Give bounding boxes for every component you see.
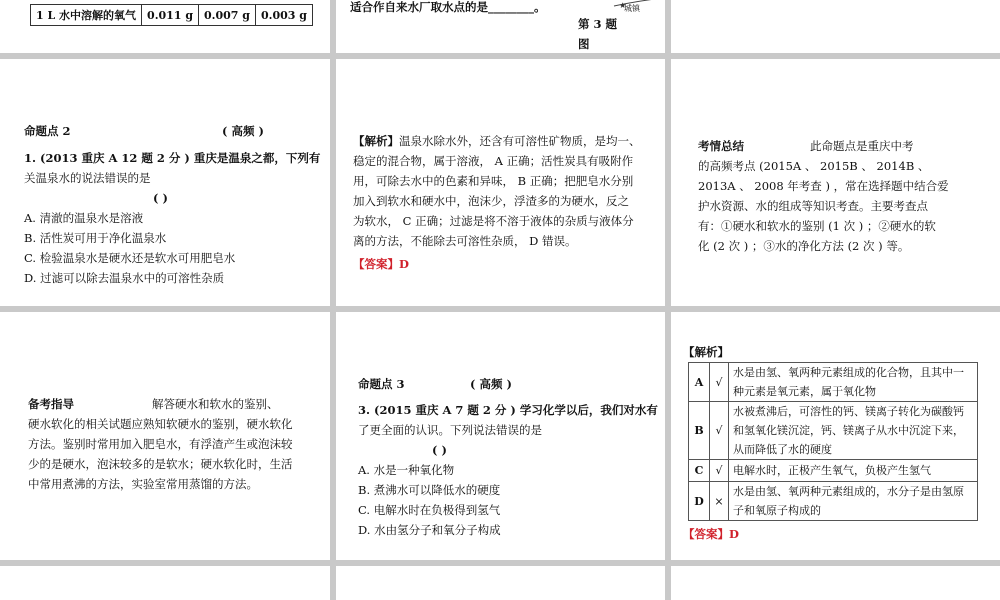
option-letter: C bbox=[689, 460, 710, 482]
table-row bbox=[689, 460, 978, 482]
slide-point-2 bbox=[0, 59, 330, 306]
option-letter: D bbox=[689, 482, 710, 521]
answer-line bbox=[683, 524, 739, 544]
analysis-line-5: 为软水， C 正确；过滤是将不溶于液体的杂质与液体分 bbox=[353, 214, 634, 228]
slide-top-middle bbox=[336, 0, 665, 53]
table-row bbox=[689, 482, 978, 521]
explanation-cell: 电解水时，正极产生氧气，负极产生氢气 bbox=[729, 460, 978, 482]
analysis-table bbox=[688, 362, 978, 521]
explanation-cell: 水是由氢、氧两种元素组成的化合物，且其中一种元素是氧元素，属于氧化物 bbox=[729, 363, 978, 402]
point-title: 命题点 3 bbox=[358, 377, 405, 391]
cross-mark-icon: × bbox=[710, 482, 729, 521]
svg-text:★: ★ bbox=[619, 1, 627, 10]
slide-summary bbox=[671, 59, 1000, 306]
answer-label: 【答案】 bbox=[353, 257, 399, 271]
frequency-tag: ( 高频 ) bbox=[222, 124, 264, 138]
analysis-line-1: 【解析】温泉水除水外，还含有可溶性矿物质，是均一、 bbox=[353, 134, 641, 148]
check-mark-icon: √ bbox=[710, 460, 729, 482]
analysis-line-2: 稳定的混合物，属于溶液， A 正确；活性炭具有吸附作 bbox=[353, 154, 634, 168]
explanation-cell: 水被煮沸后，可溶性的钙、镁离子转化为碳酸钙和氢氧化镁沉淀，钙、镁离子从水中沉淀下来，从而降低了水的硬度 bbox=[729, 402, 978, 460]
analysis-line-6: 离的方法，不能除去可溶性杂质， D 错误。 bbox=[353, 234, 577, 248]
slide-analysis-2 bbox=[671, 312, 1000, 560]
slide-bottom-middle bbox=[336, 566, 665, 600]
point-title: 命题点 2 bbox=[24, 124, 71, 138]
table-row bbox=[689, 402, 978, 460]
table-row bbox=[31, 5, 313, 26]
check-mark-icon: √ bbox=[710, 402, 729, 460]
option-d: D. 水由氢分子和氧分子构成 bbox=[358, 523, 501, 537]
answer-value: D bbox=[729, 527, 739, 541]
answer-label: 【答案】 bbox=[683, 527, 729, 541]
analysis-label: 【解析】 bbox=[683, 345, 729, 359]
option-a: A. 清澈的温泉水是溶液 bbox=[24, 211, 144, 225]
analysis-line-3: 用，可除去水中的色素和异味， B 正确；把肥皂水分别 bbox=[353, 174, 634, 188]
oxygen-table bbox=[30, 4, 313, 26]
figure-caption: 第 3 题 bbox=[578, 17, 618, 31]
answer-line bbox=[353, 254, 409, 274]
slide-point-3 bbox=[336, 312, 665, 560]
option-letter: B bbox=[689, 402, 710, 460]
option-b: B. 煮沸水可以降低水的硬度 bbox=[358, 483, 501, 497]
table-cell: 0.007 g bbox=[199, 5, 256, 26]
analysis-line-4: 加入到软水和硬水中，泡沫少，浮渣多的为硬水，反之 bbox=[353, 194, 629, 208]
figure-label: 城镇 bbox=[624, 4, 640, 13]
question-line: 适合作自来水厂取水点的是________。 bbox=[350, 0, 546, 14]
analysis-label: 【解析】 bbox=[353, 134, 399, 148]
guide-label: 备考指导 bbox=[28, 397, 74, 411]
question-text-2: 了更全面的认识。下列说法错误的是 bbox=[358, 423, 542, 437]
summary-line-2: 的高频考点 (2015A 、 2015B 、 2014B 、 bbox=[698, 159, 930, 173]
option-c: C. 电解水时在负极得到氢气 bbox=[358, 503, 501, 517]
option-a: A. 水是一种氧化物 bbox=[358, 463, 455, 477]
guide-line-1: 备考指导 解答硬水和软水的鉴别、 bbox=[28, 397, 279, 411]
summary-line-1: 考情总结 此命题点是重庆中考 bbox=[698, 139, 914, 153]
slide-guide bbox=[0, 312, 330, 560]
question-text-2: 关温泉水的说法错误的是 bbox=[24, 171, 151, 185]
slide-top-right bbox=[671, 0, 1000, 53]
option-letter: A bbox=[689, 363, 710, 402]
table-cell: 0.003 g bbox=[255, 5, 312, 26]
slide-top-left bbox=[0, 0, 330, 53]
guide-line-5: 中常用煮沸的方法，实验室常用蒸馏的方法。 bbox=[28, 477, 258, 491]
figure-caption-2: 图 bbox=[578, 37, 590, 51]
answer-paren: ( ) bbox=[432, 443, 447, 457]
summary-line-6: 化 (2 次 ) ；③水的净化方法 (2 次 ) 等。 bbox=[698, 239, 910, 253]
summary-line-4: 护水资源、水的组成等知识考查。主要考查点 bbox=[698, 199, 928, 213]
table-cell: 0.011 g bbox=[142, 5, 199, 26]
question-text: 3. (2015 重庆 A 7 题 2 分 ) 学习化学以后，我们对水有 bbox=[358, 403, 658, 417]
summary-line-5: 有：①硬水和软水的鉴别 (1 次 ) ；②硬水的软 bbox=[698, 219, 936, 233]
guide-line-3: 方法。鉴别时常用加入肥皂水，有浮渣产生或泡沫较 bbox=[28, 437, 293, 451]
table-cell: 1 L 水中溶解的氧气 bbox=[31, 5, 142, 26]
slide-bottom-right bbox=[671, 566, 1000, 600]
frequency-tag: ( 高频 ) bbox=[470, 377, 512, 391]
option-b: B. 活性炭可用于净化温泉水 bbox=[24, 231, 167, 245]
option-c: C. 检验温泉水是硬水还是软水可用肥皂水 bbox=[24, 251, 236, 265]
option-d: D. 过滤可以除去温泉水中的可溶性杂质 bbox=[24, 271, 225, 285]
slide-bottom-left bbox=[0, 566, 330, 600]
answer-paren: ( ) bbox=[153, 191, 168, 205]
guide-line-4: 少的是硬水，泡沫较多的是软水；硬水软化时，生活 bbox=[28, 457, 293, 471]
check-mark-icon: √ bbox=[710, 363, 729, 402]
answer-value: D bbox=[399, 257, 409, 271]
table-row bbox=[689, 363, 978, 402]
explanation-cell: 水是由氢、氧两种元素组成的，水分子是由氢原子和氧原子构成的 bbox=[729, 482, 978, 521]
summary-label: 考情总结 bbox=[698, 139, 744, 153]
question-text: 1. (2013 重庆 A 12 题 2 分 ) 重庆是温泉之都，下列有 bbox=[24, 151, 321, 165]
slide-analysis-1 bbox=[336, 59, 665, 306]
guide-line-2: 硬水软化的相关试题应熟知软硬水的鉴别，硬水软化 bbox=[28, 417, 293, 431]
summary-line-3: 2013A 、 2008 年考查 ) ，常在选择题中结合爱 bbox=[698, 179, 949, 193]
